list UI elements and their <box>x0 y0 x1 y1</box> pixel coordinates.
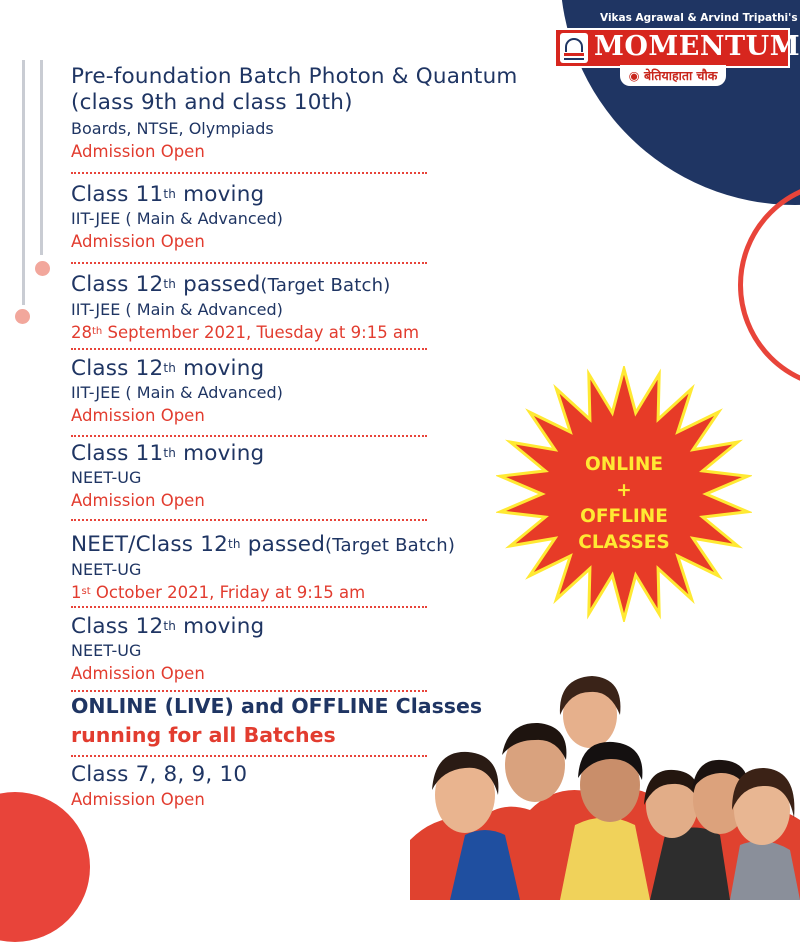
batch-title: Pre-foundation Batch Photon & Quantum <box>71 64 518 89</box>
logo-location <box>620 65 726 86</box>
logo-name: MOMENTUM <box>594 31 800 62</box>
location-text: बेतियाहाता चौक <box>643 68 718 83</box>
dotted-divider <box>71 606 427 608</box>
batch-title: NEET/Class 12th passed(Target Batch) <box>71 532 456 557</box>
batch-title-line2: (class 9th and class 10th) <box>71 90 353 115</box>
batch-subtitle: IIT-JEE ( Main & Advanced) <box>71 383 283 402</box>
students-photo <box>410 660 800 900</box>
batch-item <box>71 182 501 253</box>
starburst-text <box>496 452 752 556</box>
dotted-divider <box>71 519 427 521</box>
batch-subtitle: IIT-JEE ( Main & Advanced) <box>71 300 283 319</box>
batch-subtitle: IIT-JEE ( Main & Advanced) <box>71 209 283 228</box>
location-pin-icon: ◉ <box>628 68 640 83</box>
grey-line-decoration <box>40 60 43 255</box>
batch-status: Admission Open <box>71 664 205 683</box>
batch-title: Class 11th moving <box>71 441 265 466</box>
red-circle-decoration <box>0 792 90 942</box>
logo-bar <box>554 28 800 68</box>
batch-title: Class 12th moving <box>71 356 265 381</box>
batch-status: 1st October 2021, Friday at 9:15 am <box>71 583 366 602</box>
batch-title: Class 12th moving <box>71 614 265 639</box>
starburst-line-plus: + <box>616 480 632 501</box>
batch-status: 28th September 2021, Tuesday at 9:15 am <box>71 323 420 342</box>
logo-tagline: Vikas Agrawal & Arvind Tripathi's <box>600 12 798 24</box>
batch-status: Admission Open <box>71 142 205 161</box>
batch-item <box>71 441 501 512</box>
batch-title: Class 7, 8, 9, 10 <box>71 762 248 787</box>
notice-line-1: ONLINE (LIVE) and OFFLINE Classes <box>71 694 483 718</box>
batch-item <box>71 532 501 604</box>
pink-dot-decoration <box>35 261 50 276</box>
dotted-divider <box>71 262 427 264</box>
batch-status: Admission Open <box>71 790 205 809</box>
batch-title: Class 12th passed(Target Batch) <box>71 272 391 297</box>
starburst-line-classes: CLASSES <box>578 532 670 553</box>
batch-subtitle: Boards, NTSE, Olympiads <box>71 119 274 138</box>
batch-item <box>71 64 518 163</box>
pink-dot-decoration <box>15 309 30 324</box>
batch-subtitle: NEET-UG <box>71 641 142 660</box>
batch-title: Class 11th moving <box>71 182 265 207</box>
notice-line-2: running for all Batches <box>71 723 336 747</box>
batch-status: Admission Open <box>71 406 205 425</box>
red-ring-decoration <box>738 180 800 390</box>
batch-status: Admission Open <box>71 491 205 510</box>
batch-item <box>71 356 501 427</box>
dotted-divider <box>71 172 427 174</box>
dotted-divider <box>71 435 427 437</box>
batch-subtitle: NEET-UG <box>71 468 142 487</box>
starburst-line-offline: OFFLINE <box>580 506 668 527</box>
grey-line-decoration <box>22 60 25 305</box>
batch-status: Admission Open <box>71 232 205 251</box>
momentum-emblem-icon <box>560 33 588 63</box>
dotted-divider <box>71 348 427 350</box>
starburst-line-online: ONLINE <box>584 454 663 475</box>
batch-item <box>71 272 501 344</box>
momentum-logo <box>554 8 800 88</box>
dotted-divider <box>71 755 427 757</box>
batch-subtitle: NEET-UG <box>71 560 142 579</box>
